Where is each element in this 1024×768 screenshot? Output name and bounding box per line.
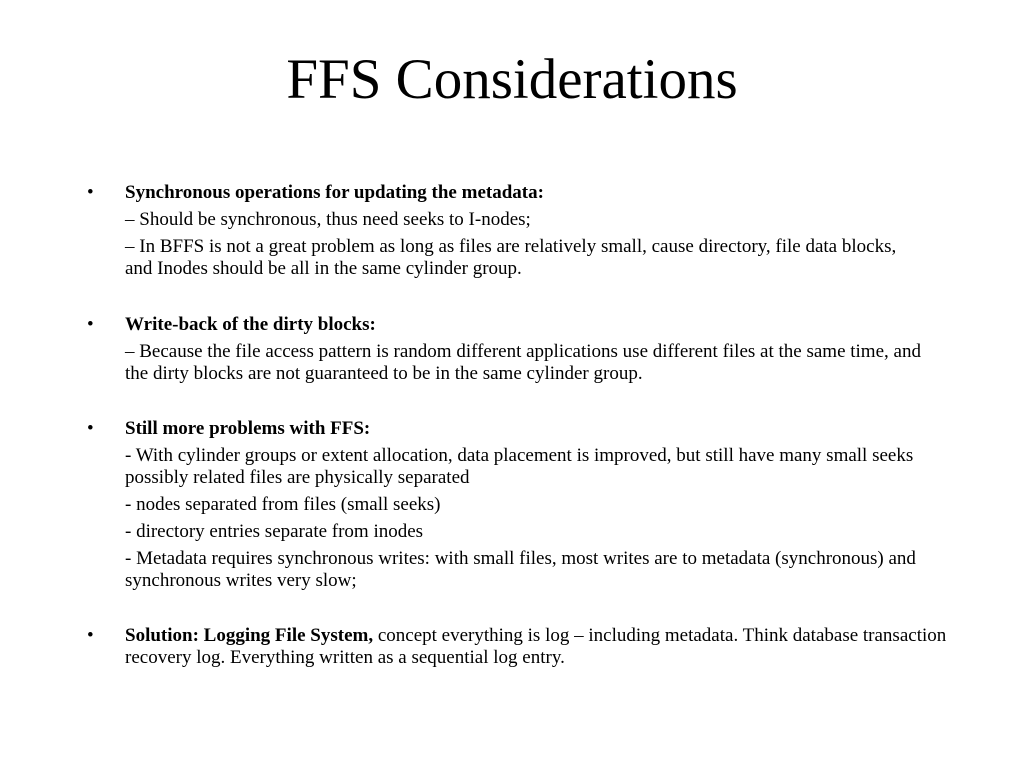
- slide-title: FFS Considerations: [286, 48, 738, 111]
- bullet-write-back: [87, 314, 947, 385]
- bullet-heading-text: concept everything is log – including metadata. Think database transaction recovery log. Everything written as a sequential log entry.: [125, 625, 947, 668]
- sub-item: – Because the file access pattern is random different applications use different files at the same time, and the dirty blocks are not guaranteed to be in the same cylinder group.: [125, 341, 921, 384]
- bullet-dot-icon: •: [87, 314, 94, 335]
- bullet-heading: [87, 625, 947, 669]
- bullet-solution: [87, 625, 947, 669]
- bullet-heading-bold: Still more problems with FFS:: [125, 418, 371, 439]
- bullet-synchronous-operations: [87, 182, 947, 280]
- bullet-dot-icon: •: [87, 418, 94, 439]
- bullet-more-problems: [87, 418, 947, 592]
- bullet-heading-bold: Write-back of the dirty blocks:: [125, 314, 376, 335]
- sub-item: - With cylinder groups or extent allocation, data placement is improved, but still have many small seeks possibly related files are physically separated: [125, 445, 914, 488]
- sub-item: - Metadata requires synchronous writes: with small files, most writes are to metadata (synchronous) and synchronous writes very slow;: [125, 548, 916, 591]
- sub-item: - nodes separated from files (small seeks): [125, 494, 441, 515]
- sub-item: – Should be synchronous, thus need seeks to I-nodes;: [125, 209, 531, 230]
- bullet-heading: [87, 182, 947, 204]
- bullet-heading-bold: Synchronous operations for updating the metadata:: [125, 182, 544, 203]
- sub-item: - directory entries separate from inodes: [125, 521, 424, 542]
- bullet-dot-icon: •: [87, 182, 94, 203]
- bullet-dot-icon: •: [87, 625, 94, 646]
- bullet-heading: [87, 314, 947, 336]
- bullet-heading: [87, 418, 947, 440]
- bullet-heading-bold: Solution: Logging File System,: [125, 625, 374, 646]
- sub-item: – In BFFS is not a great problem as long as files are relatively small, cause directory, file data blocks, and Inodes should be all in the same cylinder group.: [125, 236, 897, 279]
